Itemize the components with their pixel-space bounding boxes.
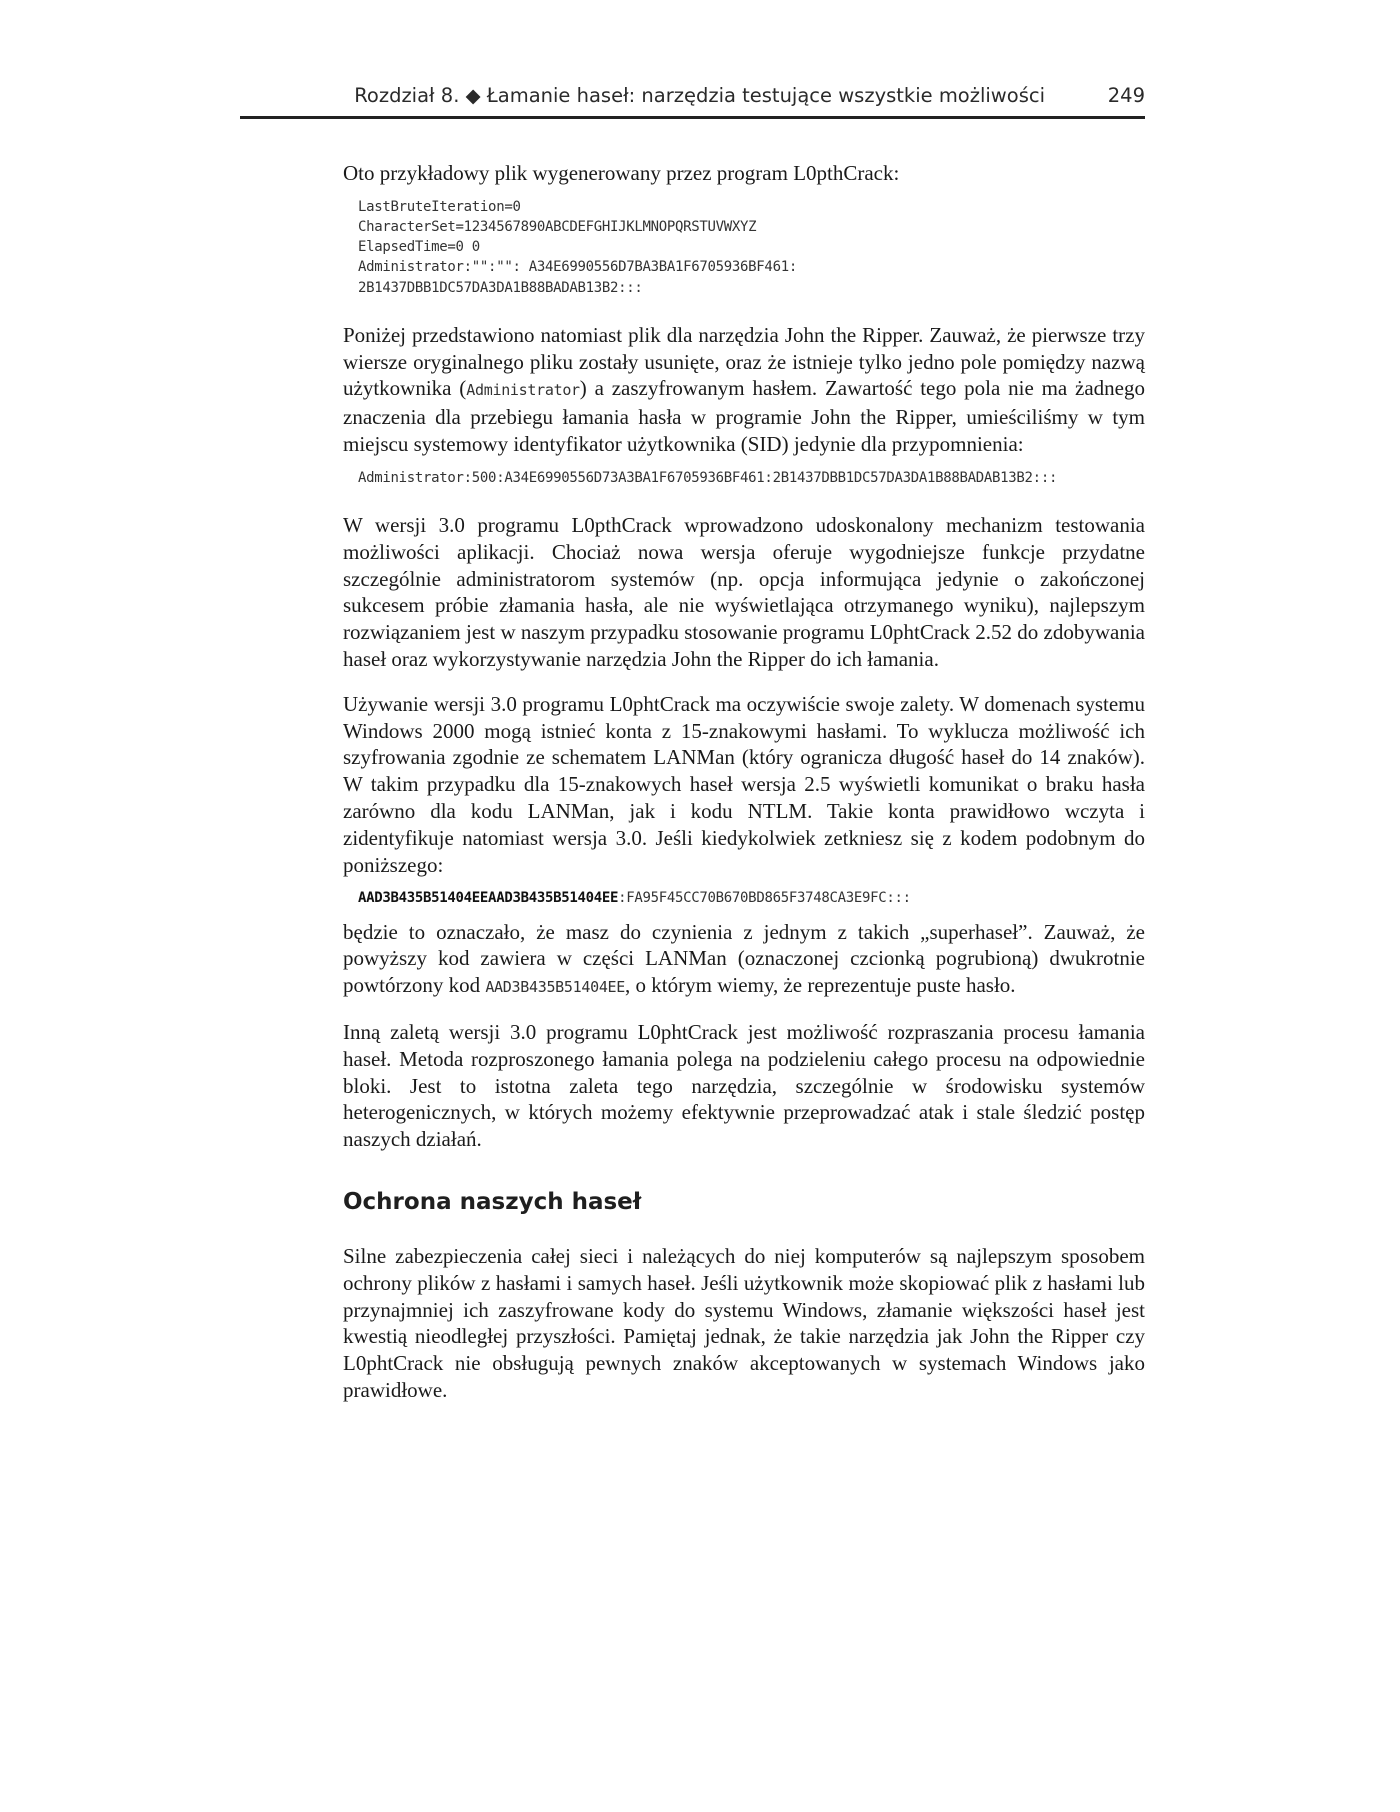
code-block-l0pthcrack-file — [343, 197, 1145, 298]
text-run: ) a zaszyfrowanym hasłem. Zawartość tego pola nie ma żadnego znaczenia dla przebiegu łamania hasła w programie John the Ripper, umieściliśmy w tym miejscu systemowy identyfikator użytkownika (SID) jedynie dla przypomnienia: — [343, 376, 1145, 456]
section-heading: Ochrona naszych haseł — [343, 1188, 642, 1215]
paragraph-john-file — [343, 322, 1145, 458]
running-header — [240, 80, 1145, 119]
code-line: 2B1437DBB1DC57DA3DA1B88BADAB13B2::: — [358, 279, 643, 296]
code-block-superhaslo — [343, 888, 1145, 908]
paragraph-distributed: Inną zaletą wersji 3.0 programu L0phtCrack jest możliwość rozpraszania procesu łamania haseł. Metoda rozproszonego łamania polega na podzieleniu całego procesu na odpowiednie bloki. Jest to istotna zaleta tego narzędzia, szczególnie w środowisku systemów heterogenicznych, w których możemy efektywnie przeprowadzać atak i stale śledzić postęp naszych działań. — [343, 1019, 1145, 1152]
code-line: Administrator:"":"": A34E6990556D7BA3BA1F6705936BF461: — [358, 259, 797, 276]
page-body — [343, 160, 1145, 1404]
page-number: 249 — [1107, 84, 1145, 107]
text-run: , o którym wiemy, że reprezentuje puste hasło. — [625, 973, 1016, 998]
code-line: ElapsedTime=0 0 — [358, 239, 480, 256]
chapter-title: Rozdział 8. ◆ Łamanie haseł: narzędzia testujące wszystkie możliwości — [354, 84, 1045, 107]
code-ntlm-part: :FA95F45CC70B670BD865F3748CA3E9FC::: — [618, 890, 911, 907]
code-line: CharacterSet=1234567890ABCDEFGHIJKLMNOPQRSTUVWXYZ — [358, 219, 757, 235]
paragraph-superhaslo — [343, 919, 1145, 1001]
inline-code-administrator: Administrator — [466, 381, 580, 400]
inline-code-empty-hash: AAD3B435B51404EE — [485, 978, 626, 997]
text-run: Poniżej przedstawiono natomiast plik dla narzędzia John the Ripper. Zauważ, że pierwsze trzy wiersze oryginalnego pliku zostały usunięte, oraz że istnieje tylko jedno pole pomiędzy nazwą użytkownika ( — [343, 322, 1145, 401]
code-line: LastBruteIteration=0 — [358, 198, 521, 215]
text-run: będzie to oznaczało, że masz do czynienia z jednym z takich „superhaseł”. Zauważ, że powyższy kod zawiera w części LANMan (oznaczonej czcionką pogrubioną) dwukrotnie powtórzony kod — [343, 919, 1145, 998]
paragraph-intro: Oto przykładowy plik wygenerowany przez program L0pthCrack: — [343, 161, 900, 185]
paragraph-version-3: W wersji 3.0 programu L0pthCrack wprowadzono udoskonalony mechanizm testowania możliwości aplikacji. Chociaż nowa wersja oferuje wygodniejsze funkcje przydatne szczególnie administratorom systemów (np. opcja informująca jedynie o zakończonej sukcesem próbie złamania hasła, ale nie wyświetlająca otrzymanego wyniku), najlepszym rozwiązaniem jest w naszym przypadku stosowanie programu L0phtCrack 2.52 do zdobywania haseł oraz wykorzystywanie narzędzia John the Ripper do ich łamania. — [343, 513, 1145, 671]
code-block-john-line: Administrator:500:A34E6990556D73A3BA1F6705936BF461:2B1437DBB1DC57DA3DA1B88BADAB13B2::: — [358, 469, 1058, 486]
code-lanman-part: AAD3B435B51404EEAAD3B435B51404EE — [358, 890, 619, 907]
paragraph-protection: Silne zabezpieczenia całej sieci i należących do niej komputerów są najlepszym sposobem ochrony plików z hasłami i samych haseł. Jeśli użytkownik może skopiować plik z hasłami lub przynajmniej ich zaszyfrowane kody do systemu Windows, złamanie większości haseł jest kwestią nieodległej przyszłości. Pamiętaj jednak, że takie narzędzia jak John the Ripper czy L0phtCrack nie obsługują pewnych znaków akceptowanych w systemach Windows jako prawidłowe. — [343, 1243, 1145, 1402]
paragraph-advantages: Używanie wersji 3.0 programu L0phtCrack ma oczywiście swoje zalety. W domenach systemu Windows 2000 mogą istnieć konta z 15-znakowymi hasłami. To wyklucza możliwość ich szyfrowania zgodnie ze schematem LANMan (który ogranicza długość haseł do 14 znaków). W takim przypadku dla 15-znakowych haseł wersja 2.5 wyświetli komunikat o braku hasła zarówno dla kodu LANMan, jak i kodu NTLM. Takie konta prawidłowo wczyta i zidentyfikuje natomiast wersja 3.0. Jeśli kiedykolwiek zetkniesz się z kodem podobnym do poniższego: — [343, 691, 1145, 877]
